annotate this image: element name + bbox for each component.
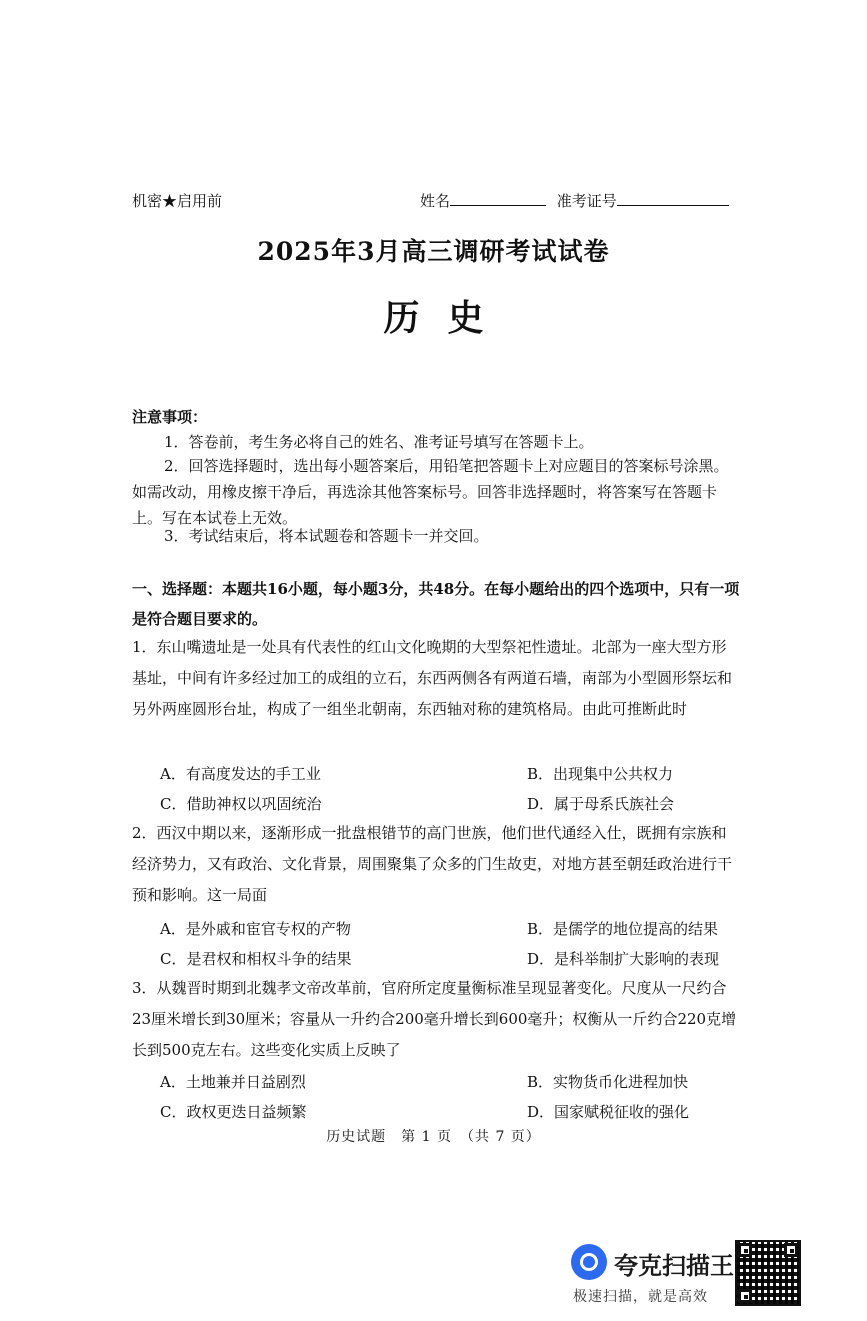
- question-1-option-a: A．有高度发达的手工业: [160, 765, 321, 783]
- question-2-stem: 2．西汉中期以来，逐渐形成一批盘根错节的高门世族，他们世代通经入仕，既拥有宗族和经济势力，又有政治、文化背景，周围聚集了众多的门生故吏，对地方甚至朝廷政治进行干预和影响。这一局面: [132, 824, 733, 904]
- qr-finder-icon: [738, 1289, 752, 1303]
- question-3-option-c: C．政权更迭日益频繁: [160, 1103, 307, 1121]
- exam-title: 2025年3月高三调研考试试卷: [257, 237, 610, 266]
- qr-finder-icon: [784, 1243, 798, 1257]
- notice-item-2: 2．回答选择题时，选出每小题答案后，用铅笔把答题卡上对应题目的答案标号涂黑。如需改动，用橡皮擦干净后，再选涂其他答案标号。回答非选择题时，将答案写在答题卡上。写在本试卷上无效。: [132, 457, 729, 527]
- qr-finder-icon: [738, 1243, 752, 1257]
- name-field: [420, 190, 729, 211]
- question-3-option-a: A．土地兼并日益剧烈: [160, 1073, 306, 1091]
- confidential-label: 机密★启用前: [132, 192, 223, 210]
- scanner-brand: 夸克扫描王: [614, 1252, 734, 1280]
- question-2-option-b: B．是儒学的地位提高的结果: [527, 920, 719, 938]
- notice-item-3: 3．考试结束后，将本试题卷和答题卡一并交回。: [164, 527, 489, 545]
- question-3-option-d: D．国家赋税征收的强化: [527, 1103, 690, 1121]
- question-2-option-d: D．是科举制扩大影响的表现: [527, 950, 720, 968]
- page-footer: 历史试题 第 1 页 （共 7 页）: [326, 1129, 541, 1145]
- question-1-option-d: D．属于母系氏族社会: [527, 795, 675, 813]
- question-3-option-b: B．实物货币化进程加快: [527, 1073, 689, 1091]
- question-2-option-c: C．是君权和相权斗争的结果: [160, 950, 352, 968]
- qr-code-icon: [735, 1240, 801, 1306]
- id-blank: [617, 191, 729, 206]
- question-3-stem: 3．从魏晋时期到北魏孝文帝改革前，官府所定度量衡标准呈现显著变化。尺度从一尺约合23厘米增长到30厘米；容量从一升约合200毫升增长到600毫升；权衡从一斤约合220克增长到500克左右。这些变化实质上反映了: [132, 979, 737, 1059]
- name-blank: [450, 191, 546, 206]
- question-1-option-b: B．出现集中公共权力: [527, 765, 674, 783]
- scanner-logo-icon: [571, 1244, 607, 1280]
- id-label: 准考证号: [556, 192, 617, 210]
- question-1-option-c: C．借助神权以巩固统治: [160, 795, 322, 813]
- notice-heading: 注意事项：: [132, 408, 208, 426]
- subject-title: 历史: [383, 297, 512, 339]
- name-label: 姓名: [420, 192, 451, 210]
- question-1-stem: 1．东山嘴遗址是一处具有代表性的红山文化晚期的大型祭祀性遗址。北部为一座大型方形基址，中间有许多经过加工的成组的立石，东西两侧各有两道石墙，南部为小型圆形祭坛和另外两座圆形台址，构成了一组坐北朝南，东西轴对称的建筑格局。由此可推断此时: [132, 638, 733, 718]
- section-heading: 一、选择题：本题共16小题，每小题3分，共48分。在每小题给出的四个选项中，只有一项是符合题目要求的。: [132, 580, 740, 628]
- notice-item-1: 1．答卷前，考生务必将自己的姓名、准考证号填写在答题卡上。: [164, 433, 594, 451]
- scanner-slogan: 极速扫描，就是高效: [573, 1289, 708, 1305]
- question-2-option-a: A．是外戚和宦官专权的产物: [160, 920, 351, 938]
